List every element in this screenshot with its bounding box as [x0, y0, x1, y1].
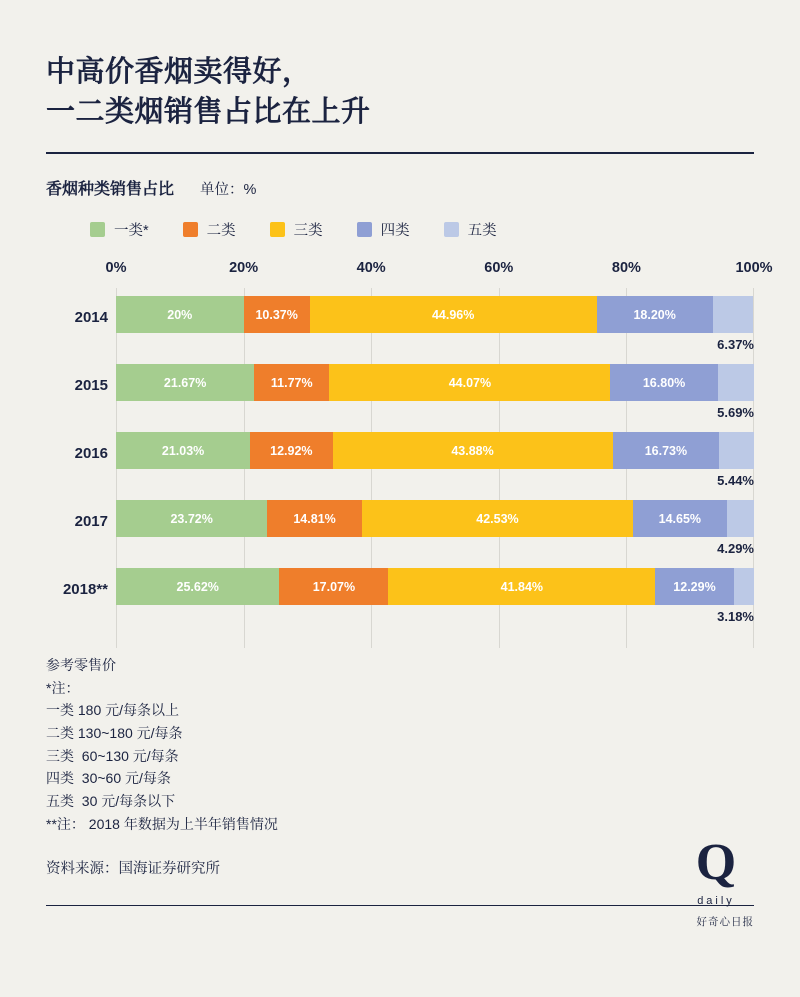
- bar-segment: [116, 432, 250, 469]
- bar-segment: [116, 568, 279, 605]
- chart-subtitle: 香烟种类销售占比: [46, 181, 175, 199]
- legend-label: 二类: [206, 223, 236, 240]
- bar-outside-label: 6.37%: [717, 337, 754, 353]
- bar-segment-label: 11.77%: [270, 375, 313, 390]
- x-axis-tick: 80%: [611, 260, 641, 277]
- bar-segment: [633, 500, 726, 537]
- bar-rows: [62, 288, 754, 648]
- notes-line-1: 一类 180 元/每条以上: [46, 702, 180, 719]
- legend-label: 五类: [467, 223, 497, 240]
- bar-outside-label: 4.29%: [717, 541, 754, 557]
- bar-segment: [655, 568, 733, 605]
- legend-swatch: [270, 222, 285, 237]
- stacked-bar: [116, 364, 754, 401]
- legend-swatch: [357, 222, 372, 237]
- category-label: 2014: [74, 309, 108, 327]
- notes-line-5: 五类 30 元/每条以下: [46, 793, 176, 810]
- bar-row: [74, 296, 754, 364]
- chart-unit: 单位：%: [200, 182, 257, 199]
- legend-item: [270, 219, 323, 240]
- title-line-2: 一二类烟销售占比在上升: [46, 96, 371, 129]
- bar-segment-label: 18.20%: [633, 307, 676, 322]
- legend-swatch: [90, 222, 105, 237]
- bar-segment: [279, 568, 388, 605]
- bar-segment: [719, 432, 754, 469]
- x-axis-tick: 0%: [105, 260, 127, 277]
- bar-segment: [333, 432, 613, 469]
- x-axis-tick: 60%: [484, 260, 514, 277]
- bar-segment-label: 16.80%: [642, 375, 686, 390]
- bar-segment-label: 21.67%: [163, 375, 207, 390]
- bar-segment: [310, 296, 597, 333]
- logo-chinese-name: 好奇心日报: [696, 916, 754, 928]
- bar-segment: [329, 364, 610, 401]
- stacked-bar: [116, 500, 754, 537]
- bar-segment: [250, 432, 332, 469]
- bar-segment-label: 44.07%: [448, 375, 492, 390]
- legend-swatch: [183, 222, 198, 237]
- bar-segment-label: 20%: [167, 307, 193, 322]
- notes-line-4: 四类 30~60 元/每条: [46, 770, 171, 787]
- bar-segment: [713, 296, 754, 333]
- bar-outside-label: 5.69%: [717, 405, 754, 421]
- bar-segment: [613, 432, 720, 469]
- category-label: 2017: [74, 513, 108, 531]
- bar-row: [62, 568, 754, 636]
- notes-block: [46, 654, 754, 835]
- bar-segment-label: 14.81%: [293, 511, 336, 526]
- bar-segment: [727, 500, 754, 537]
- logo-q-mark: Q: [695, 834, 737, 891]
- bar-segment: [718, 364, 754, 401]
- bar-segment-label: 10.37%: [255, 307, 298, 322]
- stacked-bar: [116, 568, 754, 605]
- category-label: 2015: [74, 377, 108, 395]
- legend-swatch: [444, 222, 459, 237]
- footer-divider: [46, 905, 754, 906]
- legend-label: 四类: [380, 223, 410, 240]
- legend-item: [444, 219, 497, 240]
- bar-segment-label: 16.73%: [644, 443, 688, 458]
- notes-star: *注：: [46, 679, 80, 696]
- bar-segment-label: 41.84%: [500, 579, 544, 594]
- bar-segment-label: 42.53%: [476, 511, 519, 526]
- x-axis-tick: 20%: [229, 260, 259, 277]
- category-label: 2018**: [62, 581, 108, 599]
- logo-wordmark: daily: [697, 894, 735, 907]
- title-line-1: 中高价香烟卖得好，: [46, 56, 312, 88]
- x-axis-tick: 100%: [735, 260, 773, 277]
- legend-label: 三类: [293, 223, 323, 240]
- bar-row: [74, 432, 754, 500]
- bar-segment: [267, 500, 361, 537]
- bar-segment: [244, 296, 310, 333]
- content-container: [46, 0, 773, 878]
- source-text: 资料来源：国海证券研究所: [46, 861, 220, 878]
- bar-segment: [610, 364, 717, 401]
- stacked-bar: [116, 296, 754, 333]
- legend-label: 一类*: [114, 223, 149, 240]
- bar-segment: [116, 296, 244, 333]
- subtitle-row: [46, 176, 754, 199]
- bar-segment-label: 17.07%: [312, 579, 356, 594]
- notes-line-6: **注： 2018 年数据为上半年销售情况: [46, 815, 278, 832]
- bar-segment: [116, 500, 267, 537]
- category-label: 2016: [74, 445, 108, 463]
- logo: [678, 834, 754, 907]
- legend-item: [357, 219, 410, 240]
- bar-outside-label: 3.18%: [717, 609, 754, 625]
- page-title: [46, 0, 754, 132]
- bar-segment: [362, 500, 633, 537]
- bar-row: [74, 364, 754, 432]
- bar-segment-label: 44.96%: [431, 307, 475, 322]
- bar-segment: [734, 568, 754, 605]
- bar-segment: [116, 364, 254, 401]
- bar-segment-label: 12.29%: [673, 579, 716, 594]
- bar-segment-label: 14.65%: [658, 511, 702, 526]
- x-axis-tick-labels: [105, 260, 773, 282]
- chart-area: [46, 254, 773, 652]
- bar-segment: [388, 568, 655, 605]
- stacked-bar: [116, 432, 754, 469]
- legend-item: [183, 219, 236, 240]
- notes-line-2: 二类 130~180 元/每条: [46, 725, 183, 742]
- bar-row: [74, 500, 754, 568]
- chart-plot: [62, 288, 754, 648]
- bar-outside-label: 5.44%: [717, 473, 754, 489]
- bar-segment: [254, 364, 329, 401]
- chart-legend: [90, 219, 754, 240]
- bar-segment: [597, 296, 713, 333]
- legend-item: [90, 219, 149, 240]
- bar-segment-label: 21.03%: [161, 443, 205, 458]
- bar-segment-label: 23.72%: [170, 511, 213, 526]
- bar-segment-label: 12.92%: [270, 443, 313, 458]
- notes-line-3: 三类 60~130 元/每条: [46, 747, 179, 764]
- notes-heading: 参考零售价: [46, 657, 116, 674]
- bar-segment-label: 25.62%: [176, 579, 219, 594]
- bar-segment-label: 43.88%: [451, 443, 494, 458]
- title-divider: [46, 152, 754, 154]
- x-axis-tick: 40%: [356, 260, 386, 277]
